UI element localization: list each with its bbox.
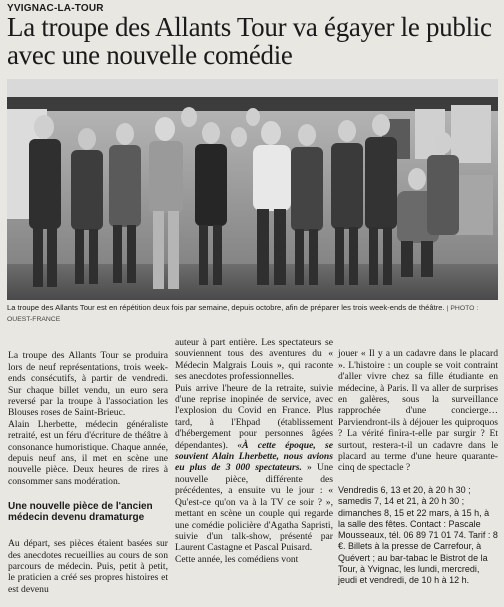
article-column-1 <box>8 339 168 607</box>
caption-text: La troupe des Allants Tour est en répétition deux fois par semaine, depuis octobre, afin de préparer les trois week-ends de théâtre. <box>7 303 445 312</box>
practical-info: Vendredis 6, 13 et 20, à 20 h 30 ; samedis 7, 14 et 21, à 20 h 30 ; dimanches 8, 15 et 22 mars, à 15 h, à la salle des fêtes. Contact : Pascale Mousseaux, tél. 06 89 71 01 74. Tarif : 8 €. Billets à la presse de Carrefour, à Quévert ; au bar-tabac le Bistrot de la Tour, à Yvignac, les lundi, mercredi, jeudi et vendredi, de 10 h à 12 h. <box>338 485 498 585</box>
article-paragraph: jouer « Il y a un cadavre dans le placard ». L'histoire : un couple se voit contraint d'aller vivre chez sa fille étudiante en médecine, à Paris. Il va aller de surprises en galères, sous la surveillance rapprochée d'une concierge… Parviendront-ils à déjouer les quiproquos ? La vérité finira-t-elle par surgir ? Et surtout, restera-t-il un cadavre dans le placard au terme d'une heure quarante-cinq de spectacle ? <box>338 348 498 474</box>
photo-credit: | PHOTO : OUEST-FRANCE <box>7 305 479 323</box>
article-intro: La troupe des Allants Tour se produira lors de neuf représentations, trois week-ends consécutifs, à partir de vendredi. Sur chaque billet vendu, un euro sera reversé par la troupe à l'association les Blouses roses de Saint-Brieuc. Alain Lherbette, médecin généraliste retraité, est un féru d'écriture de théâtre à consonance humoristique. Chaque année, depuis neuf ans, il met en scène une nouvelle pièce. Deux heures de rires à consommer sans modération. <box>8 350 168 487</box>
article-column-2 <box>175 337 333 565</box>
article-text: » Une nouvelle pièce, différente des précédentes, a ensuite vu le jour : « Qu'est-ce qu'on va à la TV ce soir ? », mettant en scène un couple qui regarde une comédie policière d'Agatha Sapristi, suivie d'un talk-show, présenté par Laurent Castagne et Pascal Puisard. Cette année, les comédiens vont <box>175 462 334 565</box>
article-headline: La troupe des Allants Tour va égayer le public avec une nouvelle comédie <box>7 12 492 70</box>
location-kicker: YVIGNAC-LA-TOUR <box>7 3 104 14</box>
article-subheading: Une nouvelle pièce de l'ancien médecin devenu dramaturge <box>8 500 153 524</box>
article-paragraph: Au départ, ses pièces étaient basées sur des anecdotes recueillies au cours de son parcours de médecin. Puis, petit à petit, le praticien a créé ses propres histoires et est devenu <box>8 538 168 595</box>
group-photo <box>7 79 498 300</box>
article-text: auteur à part entière. Les spectateurs se souviennent tous des aventures du « Médecin Malgrais Louis », qui raconte ses anecdotes professionnelles. Puis arrive l'heure de la retraite, suivie d'une reprise inopinée de service, avec l'explosion du Covid en France. Plus tard, à l'Ehpad (établissement d'hébergement pour personnes âgées dépendantes). « <box>175 337 333 451</box>
article-quote: À cette époque, se souvient Alain Lherbette, nous avions eu plus de 3 000 spectateurs. <box>175 439 333 474</box>
photo-caption <box>7 303 499 325</box>
article-column-3 <box>338 337 498 598</box>
